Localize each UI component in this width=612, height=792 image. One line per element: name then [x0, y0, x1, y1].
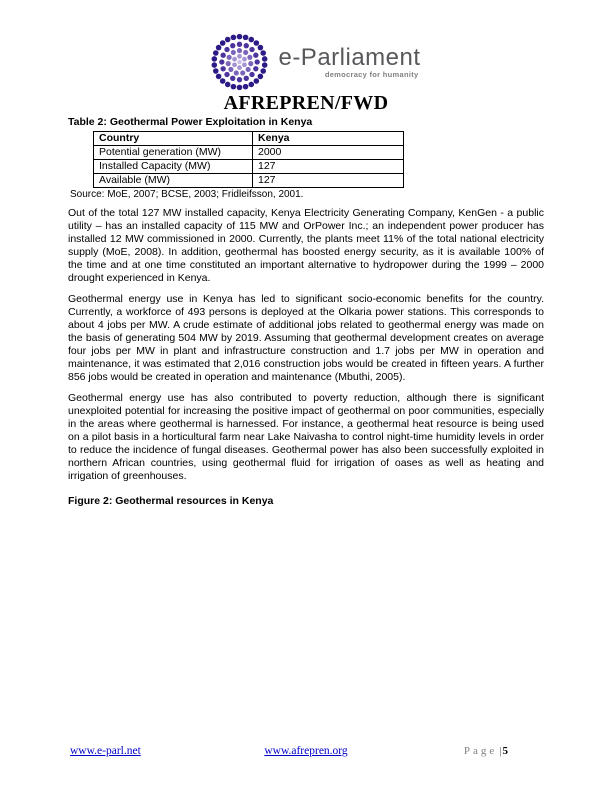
- table-cell-value: 127: [253, 174, 404, 188]
- table-header-country: Country: [94, 132, 253, 146]
- table-cell-label: Potential generation (MW): [94, 146, 253, 160]
- table-cell-label: Available (MW): [94, 174, 253, 188]
- page-number: [464, 744, 508, 758]
- page-number-value: 5: [502, 745, 508, 757]
- paragraph-poverty-reduction: Geothermal energy use has also contributed to poverty reduction, although there is significant unexploited potential for increasing the positive impact of geothermal on poor communities, especially in the areas where geothermal is harnessed. For instance, a geothermal heat resource is being used on a pilot basis in a horticultural farm near Lake Naivasha to control night-time humidity levels in order to reduce the incidence of fungal diseases. Geothermal power has also been successfully exploited in northern African countries, using geothermal fluid for irrigation of oases as well as heating and irrigation of greenhouses.: [68, 392, 544, 482]
- table-row: [94, 146, 404, 160]
- eparliament-logo-tagline: democracy for humanity: [324, 70, 419, 79]
- geothermal-table: [93, 131, 404, 188]
- table-cell-value: 2000: [253, 146, 404, 160]
- table-row: [94, 174, 404, 188]
- document-content: [68, 116, 544, 508]
- figure-title: Figure 2: Geothermal resources in Kenya: [68, 495, 274, 507]
- eparliament-logo-text: [278, 45, 420, 79]
- page-number-separator: |: [499, 745, 502, 757]
- table-cell-label: Installed Capacity (MW): [94, 160, 253, 174]
- page-number-label: Page: [463, 745, 498, 757]
- body-text: [68, 207, 544, 483]
- paragraph-installed-capacity: Out of the total 127 MW installed capacity, Kenya Electricity Generating Company, KenGen - a public utility – has an installed capacity of 115 MW and OrPower Inc.; an independent power producer has installed 12 MW commissioned in 2000. Currently, the plants meet 11% of the total national electricity supply (MoE, 2008). In addition, geothermal has boosted energy security, as it is available 100% of the time and at one time constituted an important alternative to hydropower during the 1999 – 2000 drought experienced in Kenya.: [68, 207, 544, 284]
- org-title: AFREPREN/FWD: [223, 92, 389, 114]
- eparliament-logo-name: e-Parliament: [278, 44, 421, 71]
- page-footer: [0, 744, 612, 760]
- table-title: Table 2: Geothermal Power Exploitation in Kenya: [68, 116, 313, 128]
- table-header-kenya: Kenya: [253, 132, 404, 146]
- afrepren-link[interactable]: www.afrepren.org: [264, 745, 348, 757]
- table-header-row: [94, 132, 404, 146]
- eparl-link[interactable]: www.e-parl.net: [70, 745, 141, 757]
- table-source: Source: MoE, 2007; BCSE, 2003; Fridleifsson, 2001.: [70, 189, 304, 200]
- eparliament-logo-dots-icon: [211, 33, 268, 91]
- table-cell-value: 127: [253, 160, 404, 174]
- eparliament-logo: [10, 0, 612, 91]
- paragraph-socioeconomic-benefits: Geothermal energy use in Kenya has led to significant socio-economic benefits for the country. Currently, a workforce of 493 persons is deployed at the Olkaria power stations. This corresponds to about 4 jobs per MW. A crude estimate of additional jobs related to geothermal energy was made on the basis of generating 504 MW by 2019. Assuming that geothermal development creates on average four jobs per MW in plant and infrastructure construction and 1.7 jobs per MW in operation and maintenance, it was estimated that 2,016 construction jobs would be created in fifteen years. A further 856 jobs would be created in operation and maintenance (Mbuthi, 2005).: [68, 293, 544, 383]
- table-row: [94, 160, 404, 174]
